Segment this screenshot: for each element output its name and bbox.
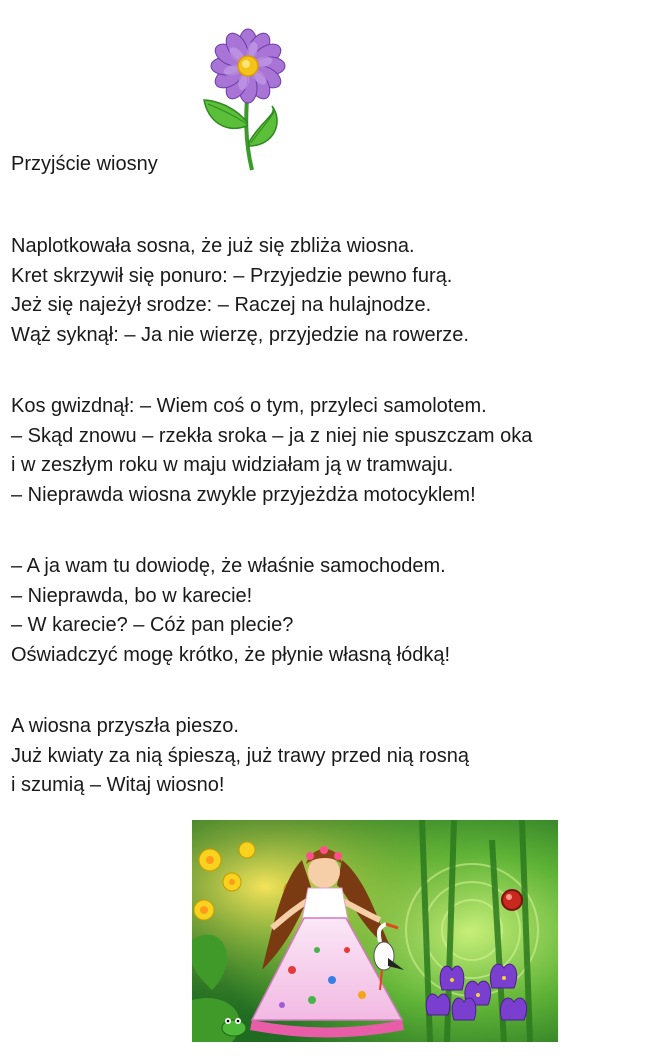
spring-girl-illustration xyxy=(192,820,558,1042)
poem-line: Kos gwizdnął: – Wiem coś o tym, przyleci samolotem. xyxy=(11,395,487,417)
poem-line: – Nieprawda, bo w karecie! xyxy=(11,584,253,607)
stanza xyxy=(11,232,631,350)
stanza xyxy=(11,552,631,670)
poem-line: i w zeszłym roku w maju widziałam ją w tramwaju. xyxy=(11,454,454,476)
poem-line: – Nieprawda wiosna zwykle przyjeżdża motocyklem! xyxy=(11,483,476,506)
poem-line: Jeż się najeżył srodze: – Raczej na hulajnodze. xyxy=(11,294,432,316)
poem-line: Oświadczyć mogę krótko, że płynie własną łódką! xyxy=(11,643,451,666)
purple-flower-icon xyxy=(190,22,310,172)
stanza xyxy=(11,392,631,510)
poem-line: Kret skrzywił się ponuro: – Przyjedzie pewno furą. xyxy=(11,264,453,287)
poem-line: – A ja wam tu dowiodę, że właśnie samochodem. xyxy=(11,555,446,577)
poem-line: – W karecie? – Cóż pan plecie? xyxy=(11,614,294,636)
poem-title: Przyjście wiosny xyxy=(11,153,158,175)
poem-line: Już kwiaty za nią śpieszą, już trawy przed nią rosną xyxy=(11,744,469,767)
poem-line: Naplotkowała sosna, że już się zbliża wiosna. xyxy=(11,235,415,257)
stanza xyxy=(11,712,631,801)
poem-line: Wąż syknął: – Ja nie wierzę, przyjedzie na rowerze. xyxy=(11,323,469,346)
poem-line: i szumią – Witaj wiosno! xyxy=(11,774,225,796)
poem-line: – Skąd znowu – rzekła sroka – ja z niej nie spuszczam oka xyxy=(11,424,533,447)
poem-line: A wiosna przyszła pieszo. xyxy=(11,715,239,737)
poem-body xyxy=(11,232,631,843)
